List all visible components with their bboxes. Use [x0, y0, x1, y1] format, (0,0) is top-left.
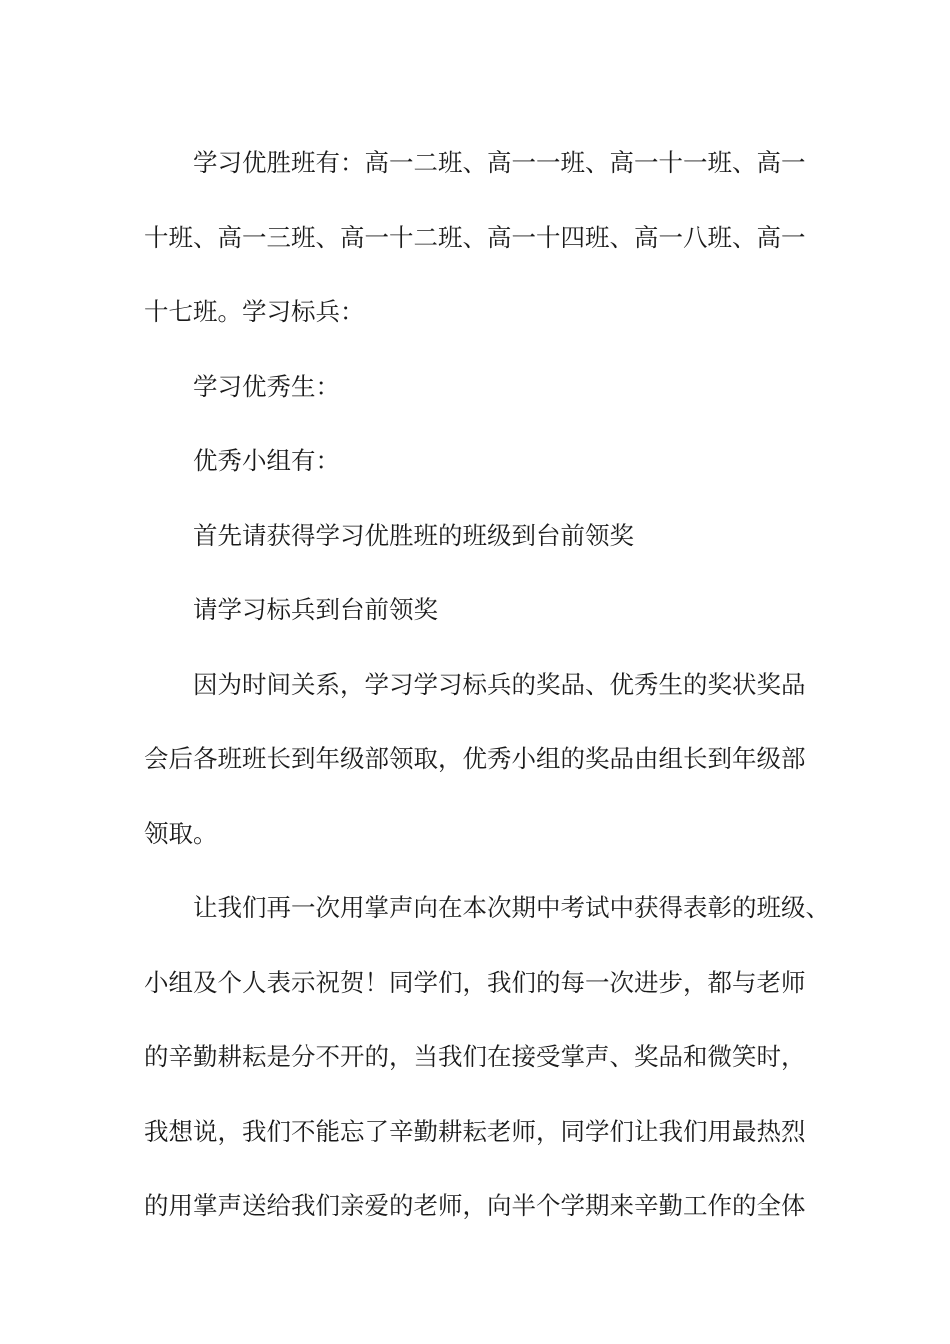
text-line: 首先请获得学习优胜班的班级到台前领奖 — [193, 520, 634, 550]
paragraph-congratulations — [144, 871, 830, 1244]
text-line: 学习优胜班有：高一二班、高一一班、高一十一班、高一 — [193, 148, 806, 177]
text-line: 领取。 — [144, 818, 218, 848]
text-line: 优秀小组有： — [193, 446, 340, 475]
text-line: 十班、高一三班、高一十二班、高一十四班、高一八班、高一 — [144, 222, 806, 252]
text-line: 请学习标兵到台前领奖 — [193, 595, 438, 624]
text-line: 因为时间关系，学习学习标兵的奖品、优秀生的奖状奖品 — [193, 669, 806, 699]
text-line: 小组及个人表示祝贺！同学们，我们的每一次进步，都与老师 — [144, 967, 806, 997]
paragraph-excellent-groups — [144, 424, 814, 499]
text-line: 会后各班班长到年级部领取，优秀小组的奖品由组长到年级部 — [144, 744, 806, 773]
text-line: 让我们再一次用掌声向在本次期中考试中获得表彰的班级、 — [193, 893, 830, 922]
text-line: 的用掌声送给我们亲爱的老师，向半个学期来辛勤工作的全体 — [144, 1191, 806, 1220]
text-line: 学习优秀生： — [193, 371, 340, 401]
document-body — [144, 126, 830, 1244]
text-line: 十七班。学习标兵： — [144, 297, 365, 326]
paragraph-prize-collection — [144, 648, 814, 872]
paragraph-winning-classes — [144, 126, 814, 350]
paragraph-excellent-students — [144, 350, 814, 425]
text-line: 我想说，我们不能忘了辛勤耕耘老师，同学们让我们用最热烈 — [144, 1116, 806, 1146]
paragraph-award-classes — [144, 499, 814, 574]
paragraph-award-models — [144, 573, 814, 648]
text-line: 的辛勤耕耘是分不开的，当我们在接受掌声、奖品和微笑时， — [144, 1042, 806, 1071]
